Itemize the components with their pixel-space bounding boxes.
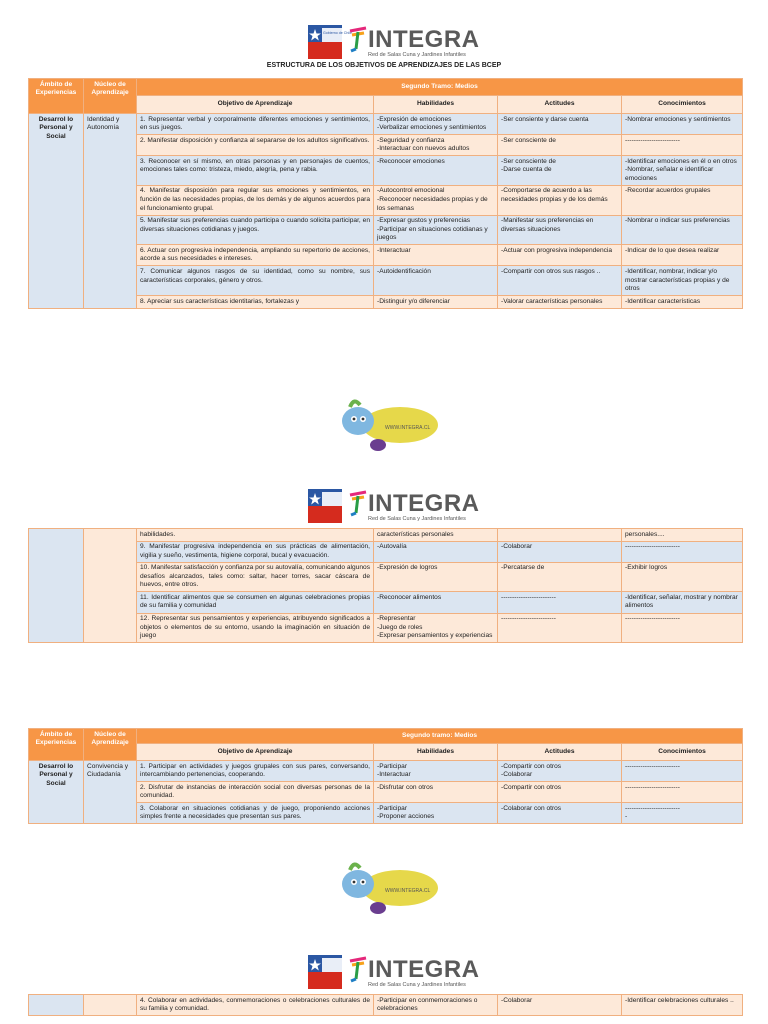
ambito-cell [29,995,84,1016]
nucleo-cell [84,529,137,643]
svg-text:Gobierno de Chile: Gobierno de Chile [323,31,352,35]
mascot-head-shape [342,870,374,898]
objectives-table-2 [28,528,743,643]
table-row [29,562,743,592]
conocimientos-cell: -Identificar, señalar, mostrar y nombrar alimentos [622,592,743,613]
table-row [29,995,743,1016]
table-row [29,215,743,245]
table-row [29,782,743,803]
col-nucleo-header: Núcleo de Aprendizaje [84,79,137,114]
conocimientos-cell: ------------------------- [622,782,743,803]
objetivo-cell: 5. Manifestar sus preferencias cuando participa o cuando solicita participar, en diversas situaciones cotidianas y juegos. [137,215,374,245]
page-header-1 [0,22,768,66]
mascot-website-text: WWW.INTEGRA.CL [385,425,431,431]
conocimientos-cell: ------------------------- [622,613,743,643]
integra-logo [348,22,480,66]
objectives-table-3 [28,728,743,824]
actitudes-cell: -Comportarse de acuerdo a las necesidades propias y de los demás [498,185,622,215]
integra-wordmark: INTEGRA [368,490,480,517]
col-nucleo-header: Núcleo de Aprendizaje [84,729,137,761]
habilidades-cell: -Representar -Juego de roles -Expresar pensamientos y experiencias [374,613,498,643]
objetivo-cell: 4. Manifestar disposición para regular sus emociones y sentimientos, en función de las necesidades propias, de los demás y de algunos acuerdos para el funcionamiento grupal. [137,185,374,215]
table-row [29,761,743,782]
table-row [29,114,743,135]
habilidades-cell: -Seguridad y confianza -Interactuar con nuevos adultos [374,135,498,156]
col-habilidades-header: Habilidades [374,96,498,114]
conocimientos-cell: -Identificar características [622,296,743,309]
objetivo-cell: 9. Manifestar progresiva independencia en sus prácticas de alimentación, vigilia y sueño, vestimenta, higiene corporal, bucal y evacuación. [137,541,374,562]
habilidades-cell: -Reconocer alimentos [374,592,498,613]
col-actitudes-header: Actitudes [498,744,622,761]
habilidades-cell: -Participar en conmemoraciones o celebraciones [374,995,498,1016]
table-row [29,613,743,643]
objetivo-cell: 10. Manifestar satisfacción y confianza por su autovalía, comunicando algunos desafíos alcanzados, tales como: saltar, hacer torres, sacar cáscara de huevos, entre otros. [137,562,374,592]
gobierno-chile-logo [308,955,342,989]
document-title: ESTRUCTURA DE LOS OBJETIVOS DE APRENDIZAJES DE LAS BCEP [266,62,502,69]
col-conocimientos-header: Conocimientos [622,744,743,761]
nucleo-cell: Identidad y Autonomía [84,114,137,309]
conocimientos-cell: -Exhibir logros [622,562,743,592]
habilidades-cell: -Participar -Proponer acciones [374,803,498,824]
integra-logo [348,952,480,996]
col-objetivo-header: Objetivo de Aprendizaje [137,744,374,761]
actitudes-cell: -Percatarse de [498,562,622,592]
integra-wordmark: INTEGRA [368,956,480,983]
habilidades-cell: -Expresión de emociones -Verbalizar emociones y sentimientos [374,114,498,135]
tramo-header: Segundo tramo: Medios [137,729,743,744]
objectives-table-4 [28,994,743,1016]
habilidades-cell: -Interactuar [374,245,498,266]
habilidades-cell: -Autocontrol emocional -Reconocer necesidades propias y de los semanas [374,185,498,215]
habilidades-cell: -Expresar gustos y preferencias -Participar en situaciones cotidianas y juegos [374,215,498,245]
table-row [29,245,743,266]
actitudes-cell: -Compartir con otros -Colaborar [498,761,622,782]
table-row [29,135,743,156]
conocimientos-cell: ------------------------- [622,135,743,156]
habilidades-cell: -Participar -Interactuar [374,761,498,782]
table-row [29,529,743,542]
integra-mascot-illustration [330,395,440,455]
conocimientos-cell: -Identificar emociones en él o en otros -Nombrar, señalar e identificar emociones [622,156,743,186]
objetivo-cell: 1. Representar verbal y corporalmente diferentes emociones y sentimientos, en sus juegos. [137,114,374,135]
objetivo-cell: 7. Comunicar algunos rasgos de su identidad, como su nombre, sus características corporales, género y otros. [137,266,374,296]
page-header-3 [0,952,768,996]
conocimientos-cell: -Recordar acuerdos grupales [622,185,743,215]
conocimientos-cell: ------------------------- - [622,803,743,824]
table-row [29,296,743,309]
conocimientos-cell: -Nombrar emociones y sentimientos [622,114,743,135]
objetivo-cell: 6. Actuar con progresiva independencia, ampliando su repertorio de acciones, acorde a sus necesidades e intereses. [137,245,374,266]
ambito-cell: Desarrol lo Personal y Social [29,761,84,824]
actitudes-cell: -Colaborar [498,541,622,562]
actitudes-cell: -Manifestar sus preferencias en diversas situaciones [498,215,622,245]
objetivo-cell: 11. Identificar alimentos que se consumen en algunas celebraciones propias de su familia y comunidad [137,592,374,613]
ambito-cell: Desarrol lo Personal y Social [29,114,84,309]
objetivo-cell: 8. Apreciar sus características identitarias, fortalezas y [137,296,374,309]
actitudes-cell: ------------------------- [498,592,622,613]
mascot-website-text: WWW.INTEGRA.CL [385,888,431,894]
conocimientos-cell: ------------------------- [622,761,743,782]
habilidades-cell: -Autovalía [374,541,498,562]
objetivo-cell: 2. Disfrutar de instancias de interacción social con diversas personas de la comunidad. [137,782,374,803]
objetivo-cell: 12. Representar sus pensamientos y experiencias, atribuyendo significados a objetos o elementos de su entorno, usando la imaginación en situación de juego [137,613,374,643]
actitudes-cell: -Compartir con otros [498,782,622,803]
table-row [29,185,743,215]
objectives-table-1 [28,78,743,309]
actitudes-cell [498,529,622,542]
actitudes-cell: -Ser consciente de [498,135,622,156]
integra-subtitle: Red de Salas Cuna y Jardines Infantiles [368,982,466,988]
habilidades-cell: -Distinguir y/o diferenciar [374,296,498,309]
page-header-2 [0,486,768,530]
habilidades-cell: -Reconocer emociones [374,156,498,186]
habilidades-cell: características personales [374,529,498,542]
actitudes-cell: -Valorar características personales [498,296,622,309]
col-conocimientos-header: Conocimientos [622,96,743,114]
col-ambito-header: Ámbito de Experiencias [29,729,84,761]
conocimientos-cell: -Nombrar o indicar sus preferencias [622,215,743,245]
actitudes-cell: -Actuar con progresiva independencia [498,245,622,266]
actitudes-cell: -Compartir con otros sus rasgos .. [498,266,622,296]
integra-logo [348,486,480,530]
table-row [29,266,743,296]
gobierno-chile-logo [308,25,352,59]
actitudes-cell: -Ser consciente de -Darse cuenta de [498,156,622,186]
mascot-head-shape [342,407,374,435]
table-row [29,592,743,613]
ambito-cell [29,529,84,643]
gobierno-chile-logo [308,489,342,523]
integra-figure-icon [348,489,368,517]
nucleo-cell: Convivencia y Ciudadanía [84,761,137,824]
actitudes-cell: -Colaborar con otros [498,803,622,824]
conocimientos-cell: -Indicar de lo que desea realizar [622,245,743,266]
integra-subtitle: Red de Salas Cuna y Jardines Infantiles [368,52,466,58]
integra-wordmark: INTEGRA [368,26,480,53]
objetivo-cell: 3. Colaborar en situaciones cotidianas y de juego, proponiendo acciones simples frente a necesidades que presentan sus pares. [137,803,374,824]
table-row [29,803,743,824]
table-row [29,541,743,562]
habilidades-cell: -Disfrutar con otros [374,782,498,803]
objetivo-cell: 4. Colaborar en actividades, conmemoraciones o celebraciones culturales de su familia y comunidad. [137,995,374,1016]
col-ambito-header: Ámbito de Experiencias [29,79,84,114]
tramo-header: Segundo Tramo: Medios [137,79,743,96]
col-actitudes-header: Actitudes [498,96,622,114]
nucleo-cell [84,995,137,1016]
conocimientos-cell: ------------------------- [622,541,743,562]
habilidades-cell: -Expresión de logros [374,562,498,592]
integra-mascot-illustration [330,858,440,918]
objetivo-cell: 3. Reconocer en sí mismo, en otras personas y en personajes de cuentos, emociones tales como: tristeza, miedo, alegría, pena y rabia. [137,156,374,186]
conocimientos-cell: -Identificar, nombrar, indicar y/o mostrar características propias y de otros [622,266,743,296]
col-objetivo-header: Objetivo de Aprendizaje [137,96,374,114]
actitudes-cell: -Ser consiente y darse cuenta [498,114,622,135]
actitudes-cell: -Colaborar [498,995,622,1016]
integra-subtitle: Red de Salas Cuna y Jardines Infantiles [368,516,466,522]
objetivo-cell: 2. Manifestar disposición y confianza al separarse de los adultos significativos. [137,135,374,156]
conocimientos-cell: personales.... [622,529,743,542]
actitudes-cell: ------------------------- [498,613,622,643]
integra-figure-icon [348,955,368,983]
conocimientos-cell: -Identificar celebraciones culturales .. [622,995,743,1016]
table-row [29,156,743,186]
objetivo-cell: habilidades. [137,529,374,542]
objetivo-cell: 1. Participar en actividades y juegos grupales con sus pares, conversando, intercambiando pertenencias, cooperando. [137,761,374,782]
col-habilidades-header: Habilidades [374,744,498,761]
integra-figure-icon [348,25,368,53]
habilidades-cell: -Autoidentificación [374,266,498,296]
